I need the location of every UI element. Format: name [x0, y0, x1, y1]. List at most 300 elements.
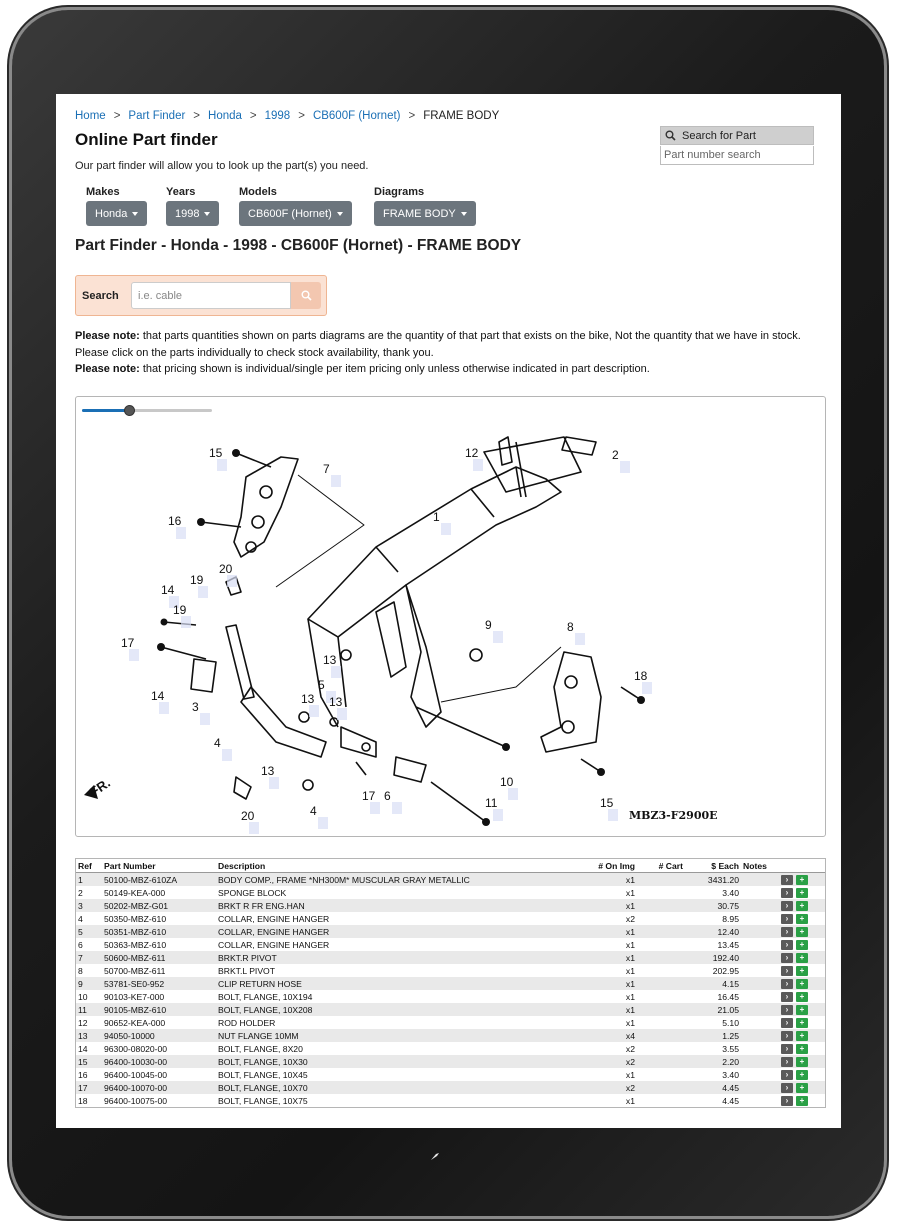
plus-icon[interactable]: +: [796, 927, 808, 937]
caret-down-icon: [132, 212, 138, 216]
breadcrumb-separator: >: [408, 110, 416, 122]
cell-notes: [741, 977, 779, 990]
table-row[interactable]: [76, 1029, 825, 1042]
header-ref: Ref: [76, 859, 102, 873]
cell-notes: [741, 912, 779, 925]
cell-notes: [741, 1055, 779, 1068]
cell-ref: 9: [76, 977, 102, 990]
callout-highlight: [337, 708, 347, 720]
cell-part-number: 53781-SE0-952: [102, 977, 216, 990]
callout-highlight: [441, 523, 451, 535]
diagram-callout-15[interactable]: 15: [600, 796, 614, 810]
plus-icon[interactable]: +: [796, 940, 808, 950]
header-part-number: Part Number: [102, 859, 216, 873]
cell-cart: [637, 1016, 685, 1029]
plus-icon[interactable]: +: [796, 953, 808, 963]
models-value: CB600F (Hornet): [248, 207, 332, 220]
cell-each: 1.25: [685, 1029, 741, 1042]
callout-highlight: [309, 705, 319, 717]
cell-part-number: 96300-08020-00: [104, 1043, 168, 1054]
diagram-callout-14[interactable]: 14: [151, 689, 165, 703]
cell-ref: 12: [78, 1017, 88, 1028]
cell-cart: [637, 899, 685, 912]
callout-highlight: [249, 822, 259, 834]
pricing-notes: [75, 328, 835, 378]
header-each: $ Each: [685, 859, 741, 873]
cell-part-number: 50700-MBZ-611: [104, 965, 166, 976]
cell-description: BOLT, FLANGE, 10X208: [216, 1003, 583, 1016]
cell-notes: [741, 899, 779, 912]
years-dropdown[interactable]: [166, 201, 219, 226]
caret-down-icon: [337, 212, 343, 216]
cell-actions: [779, 1042, 825, 1055]
search-icon: [665, 130, 676, 141]
cell-description: COLLAR, ENGINE HANGER: [216, 925, 583, 938]
breadcrumb-current: FRAME BODY: [423, 110, 500, 122]
models-dropdown[interactable]: [239, 201, 352, 226]
header-actions: [779, 859, 825, 873]
cell-cart: [637, 964, 685, 977]
diagrams-value: FRAME BODY: [383, 207, 456, 220]
cell-on-img: x1: [625, 991, 635, 1002]
diagram-callout-19[interactable]: 19: [190, 573, 204, 587]
cell-cart: [637, 1003, 685, 1016]
table-row[interactable]: [76, 899, 825, 912]
table-row[interactable]: [76, 1016, 825, 1029]
cell-cart: [637, 1094, 685, 1107]
cell-cart: [637, 912, 685, 925]
note-pricing-text: that pricing shown is individual/single per item pricing only unless otherwise indicated in part description.: [139, 363, 650, 375]
breadcrumb-model[interactable]: CB600F (Hornet): [312, 110, 401, 122]
cell-notes: [741, 1016, 779, 1029]
cell-cart: [637, 873, 685, 887]
diagram-callout-13[interactable]: 13: [323, 653, 337, 667]
diagram-callout-11[interactable]: 11: [485, 796, 498, 810]
diagram-callout-13[interactable]: 13: [301, 692, 315, 706]
diagram-callout-14[interactable]: 14: [161, 583, 175, 597]
cell-each: 4.45: [685, 1081, 741, 1094]
cell-notes: [741, 938, 779, 951]
parts-table: [75, 858, 826, 1108]
breadcrumb-separator: >: [298, 110, 305, 122]
chevron-right-icon[interactable]: ›: [781, 979, 793, 989]
cell-cart: [637, 1068, 685, 1081]
callout-highlight: [575, 633, 585, 645]
cell-cart: [637, 990, 685, 1003]
table-row[interactable]: [76, 977, 825, 990]
frame-body-drawing: [76, 397, 826, 837]
cell-ref: 8: [78, 965, 83, 976]
cell-on-img: x1: [625, 1017, 635, 1028]
cell-on-img: x1: [625, 1069, 635, 1080]
diagram-callout-16[interactable]: 16: [168, 514, 182, 528]
diagram-callout-6[interactable]: 6: [384, 789, 391, 803]
cell-actions: [779, 1055, 825, 1068]
diagram-search-input[interactable]: [131, 282, 291, 309]
cell-each: 3431.20: [685, 873, 741, 887]
makes-value: Honda: [95, 207, 128, 220]
diagrams-dropdown[interactable]: [374, 201, 476, 226]
plus-icon[interactable]: +: [796, 901, 808, 911]
cell-on-img: x1: [583, 899, 637, 912]
chevron-right-icon[interactable]: ›: [781, 1018, 793, 1028]
cell-notes: [741, 1042, 779, 1055]
cell-notes: [741, 1068, 779, 1081]
chevron-right-icon[interactable]: ›: [781, 1057, 793, 1067]
plus-icon[interactable]: +: [796, 914, 808, 924]
caret-down-icon: [461, 212, 467, 216]
chevron-right-icon[interactable]: ›: [781, 1096, 793, 1106]
cell-ref: 13: [76, 1029, 102, 1042]
cell-description: NUT FLANGE 10MM: [216, 1029, 583, 1042]
callout-highlight: [176, 527, 186, 539]
note-bold-label: Please note:: [75, 363, 140, 375]
plus-icon[interactable]: +: [796, 1096, 808, 1106]
cell-cart: [637, 1055, 685, 1068]
cell-cart: [637, 1042, 685, 1055]
cell-notes: [741, 951, 779, 964]
makes-dropdown[interactable]: [86, 201, 147, 226]
cell-on-img: x1: [625, 887, 635, 898]
cell-notes: [741, 1003, 779, 1016]
cell-actions: [779, 1016, 825, 1029]
plus-icon[interactable]: +: [796, 979, 808, 989]
cell-part-number: 90103-KE7-000: [104, 991, 165, 1002]
cell-part-number: 90652-KEA-000: [104, 1017, 166, 1028]
cell-cart: [637, 1081, 685, 1094]
cell-ref: 6: [78, 939, 83, 950]
diagram-callout-20[interactable]: 20: [241, 809, 255, 823]
plus-icon[interactable]: +: [796, 1005, 808, 1015]
cell-actions: [779, 1003, 825, 1016]
cell-description: SPONGE BLOCK: [218, 887, 287, 898]
table-row[interactable]: [76, 1094, 825, 1107]
diagrams-label: Diagrams: [374, 186, 425, 198]
diagram-callout-13[interactable]: 13: [329, 695, 343, 709]
cell-actions: [779, 925, 825, 938]
cell-description: ROD HOLDER: [218, 1017, 276, 1028]
diagram-callout-13[interactable]: 13: [261, 764, 275, 778]
chevron-right-icon[interactable]: ›: [781, 888, 793, 898]
cell-ref: 4: [78, 913, 83, 924]
part-search-header: [660, 126, 814, 145]
cell-part-number: 50350-MBZ-610: [104, 913, 167, 924]
cell-cart: [637, 1029, 685, 1042]
cell-part-number: 50100-MBZ-610ZA: [102, 873, 216, 887]
table-row[interactable]: [76, 1055, 825, 1068]
callout-highlight: [200, 713, 210, 725]
part-search-title: Search for Part: [682, 129, 756, 142]
cell-on-img: x4: [583, 1029, 637, 1042]
callout-highlight: [227, 575, 237, 587]
chevron-right-icon[interactable]: ›: [781, 875, 793, 885]
chevron-right-icon[interactable]: ›: [781, 927, 793, 937]
table-row[interactable]: [76, 1081, 825, 1094]
cell-description: BOLT, FLANGE, 10X70: [216, 1081, 583, 1094]
cell-part-number: 50351-MBZ-610: [102, 925, 216, 938]
cell-part-number: 96400-10045-00: [104, 1069, 168, 1080]
cell-on-img: x1: [583, 925, 637, 938]
cell-description: COLLAR, ENGINE HANGER: [218, 939, 330, 950]
cell-part-number: 50363-MBZ-610: [104, 939, 167, 950]
table-row[interactable]: [76, 990, 825, 1003]
cell-actions: [779, 1029, 825, 1042]
cell-cart: [637, 886, 685, 899]
breadcrumb-separator: >: [113, 110, 121, 122]
diagram-callout-2[interactable]: 2: [612, 448, 619, 462]
table-row[interactable]: [76, 964, 825, 977]
breadcrumb-separator: >: [249, 110, 257, 122]
diagram-callout-19[interactable]: 19: [173, 603, 187, 617]
plus-icon[interactable]: +: [796, 875, 808, 885]
diagram-callout-9[interactable]: 9: [485, 618, 492, 632]
callout-highlight: [129, 649, 139, 661]
page-title: Online Part finder: [75, 130, 218, 149]
browser-viewport: [56, 94, 841, 1128]
cell-description: COLLAR, ENGINE HANGER: [218, 913, 330, 924]
years-filter: [166, 186, 219, 226]
breadcrumb-home[interactable]: Home: [75, 110, 106, 122]
table-row[interactable]: [76, 873, 825, 887]
cell-actions: [779, 964, 825, 977]
callout-highlight: [620, 461, 630, 473]
cell-each: 30.75: [685, 899, 741, 912]
plus-icon[interactable]: +: [796, 966, 808, 976]
table-row[interactable]: [76, 1003, 825, 1016]
diagram-callout-4[interactable]: 4: [310, 804, 317, 818]
cell-each: 16.45: [717, 991, 739, 1002]
breadcrumb-honda[interactable]: Honda: [208, 110, 242, 122]
cell-description: BOLT, FLANGE, 8X20: [218, 1043, 303, 1054]
note-quantity-text: that parts quantities shown on parts diagrams are the quantity of that part that exists on the bike, Not the quantity that we have in stock.: [139, 330, 801, 342]
plus-icon[interactable]: +: [796, 1070, 808, 1080]
cell-actions: [779, 873, 825, 887]
breadcrumb-year[interactable]: 1998: [264, 110, 291, 122]
chevron-right-icon[interactable]: ›: [781, 1031, 793, 1041]
diagram-callout-7[interactable]: 7: [323, 462, 330, 476]
cell-description: BOLT, FLANGE, 10X75: [218, 1095, 308, 1106]
callout-highlight: [269, 777, 279, 789]
table-header-row: [76, 859, 825, 873]
header-on-img: # On Img: [583, 859, 637, 873]
callout-highlight: [181, 616, 191, 628]
cell-description: BOLT, FLANGE, 10X45: [218, 1069, 308, 1080]
cell-description: BRKT R FR ENG.HAN: [216, 899, 583, 912]
cell-ref: 14: [78, 1043, 88, 1054]
diagram-callout-3[interactable]: 3: [192, 700, 199, 714]
table-row[interactable]: [76, 925, 825, 938]
header-notes: Notes: [741, 859, 779, 873]
diagram-callout-5[interactable]: 5: [318, 678, 325, 692]
cell-ref: 11: [76, 1003, 102, 1016]
cell-part-number: 96400-10070-00: [102, 1081, 216, 1094]
callout-highlight: [217, 459, 227, 471]
cell-ref: 1: [76, 873, 102, 887]
plus-icon[interactable]: +: [796, 1031, 808, 1041]
plus-icon[interactable]: +: [796, 888, 808, 898]
cell-cart: [637, 951, 685, 964]
years-value: 1998: [175, 207, 200, 220]
cell-actions: [779, 1081, 825, 1094]
callout-highlight: [222, 749, 232, 761]
models-filter: [239, 186, 352, 226]
diagram-callout-18[interactable]: 18: [634, 669, 648, 683]
plus-icon[interactable]: +: [796, 1044, 808, 1054]
cell-ref: 5: [76, 925, 102, 938]
diagram-search-button[interactable]: [291, 282, 321, 309]
cell-ref: 10: [78, 991, 88, 1002]
cell-description: BOLT, FLANGE, 10X194: [218, 991, 313, 1002]
cell-part-number: 96400-10075-00: [104, 1095, 168, 1106]
cell-ref: 3: [76, 899, 102, 912]
plus-icon[interactable]: +: [796, 992, 808, 1002]
home-button-icon: [428, 1150, 442, 1164]
cell-part-number: 94050-10000: [102, 1029, 216, 1042]
cell-ref: 2: [78, 887, 83, 898]
cell-part-number: 50149-KEA-000: [104, 887, 166, 898]
plus-icon[interactable]: +: [796, 1018, 808, 1028]
diagram-callout-17[interactable]: 17: [121, 636, 135, 650]
cell-notes: [741, 925, 779, 938]
chevron-right-icon[interactable]: ›: [781, 1070, 793, 1080]
callout-highlight: [642, 682, 652, 694]
cell-actions: [779, 977, 825, 990]
diagram-code: MBZ3-F2900E: [629, 809, 718, 822]
cell-each: 4.15: [685, 977, 741, 990]
cell-each: 5.10: [722, 1017, 739, 1028]
cell-each: 3.55: [722, 1043, 739, 1054]
chevron-right-icon[interactable]: ›: [781, 1083, 793, 1093]
cell-each: 21.05: [685, 1003, 741, 1016]
table-row[interactable]: [76, 1042, 825, 1055]
page-intro: Our part finder will allow you to look up the part(s) you need.: [75, 160, 369, 172]
callout-highlight: [392, 802, 402, 814]
callout-highlight: [331, 475, 341, 487]
chevron-right-icon[interactable]: ›: [781, 1044, 793, 1054]
years-label: Years: [166, 186, 196, 198]
callout-highlight: [473, 459, 483, 471]
chevron-right-icon[interactable]: ›: [781, 992, 793, 1002]
cell-each: 3.40: [722, 1069, 739, 1080]
diagram-callout-17[interactable]: 17: [362, 789, 376, 803]
cell-each: 13.45: [717, 939, 739, 950]
note-bold-label: Please note:: [75, 330, 140, 342]
diagram-callout-20[interactable]: 20: [219, 562, 233, 576]
caret-down-icon: [204, 212, 210, 216]
cell-on-img: x1: [625, 939, 635, 950]
plus-icon[interactable]: +: [796, 1083, 808, 1093]
cell-each: 4.45: [722, 1095, 739, 1106]
cell-each: 202.95: [712, 965, 739, 976]
table-row[interactable]: [76, 1068, 825, 1081]
cell-notes: [741, 1029, 779, 1042]
cell-ref: 18: [78, 1095, 88, 1106]
makes-filter: [86, 186, 147, 226]
callout-highlight: [608, 809, 618, 821]
cell-on-img: x2: [625, 1043, 635, 1054]
callout-highlight: [159, 702, 169, 714]
chevron-right-icon[interactable]: ›: [781, 901, 793, 911]
chevron-right-icon[interactable]: ›: [781, 914, 793, 924]
diagram-callout-4[interactable]: 4: [214, 736, 221, 750]
parts-diagram: [75, 396, 826, 837]
table-row[interactable]: [76, 951, 825, 964]
cell-actions: [779, 1094, 825, 1107]
cell-on-img: x1: [583, 873, 637, 887]
front-direction-label: FR.: [87, 775, 113, 800]
cell-on-img: x1: [583, 951, 637, 964]
cell-description: BOLT, FLANGE, 10X30: [216, 1055, 583, 1068]
cell-part-number: 50202-MBZ-G01: [102, 899, 216, 912]
cell-on-img: x1: [583, 977, 637, 990]
cell-description: BRKT.L PIVOT: [218, 965, 275, 976]
cell-each: 3.40: [722, 887, 739, 898]
cell-each: 2.20: [685, 1055, 741, 1068]
cell-actions: [779, 951, 825, 964]
cell-on-img: x2: [583, 1055, 637, 1068]
breadcrumb-separator: >: [193, 110, 201, 122]
chevron-right-icon[interactable]: ›: [781, 940, 793, 950]
callout-highlight: [198, 586, 208, 598]
callout-highlight: [331, 666, 341, 678]
cell-actions: [779, 1068, 825, 1081]
table-row[interactable]: [76, 938, 825, 951]
cell-ref: 17: [76, 1081, 102, 1094]
diagram-search-box: [75, 275, 327, 316]
diagram-callout-12[interactable]: 12: [465, 446, 479, 460]
cell-notes: [741, 1081, 779, 1094]
callout-highlight: [493, 809, 503, 821]
cell-each: 8.95: [722, 913, 739, 924]
chevron-right-icon[interactable]: ›: [781, 953, 793, 963]
cell-on-img: x2: [625, 913, 635, 924]
part-number-search-input[interactable]: [660, 146, 814, 165]
breadcrumb-part-finder[interactable]: Part Finder: [128, 110, 186, 122]
cell-actions: [779, 938, 825, 951]
diagram-callout-1[interactable]: 1: [433, 510, 440, 524]
cell-part-number: 96400-10030-00: [102, 1055, 216, 1068]
makes-label: Makes: [86, 186, 120, 198]
cell-on-img: x2: [583, 1081, 637, 1094]
search-icon: [301, 290, 312, 301]
cell-notes: [741, 964, 779, 977]
table-row[interactable]: [76, 912, 825, 925]
table-row[interactable]: [76, 886, 825, 899]
breadcrumb: [75, 110, 499, 122]
chevron-right-icon[interactable]: ›: [781, 966, 793, 976]
callout-highlight: [493, 631, 503, 643]
models-label: Models: [239, 186, 277, 198]
chevron-right-icon[interactable]: ›: [781, 1005, 793, 1015]
diagram-callout-10[interactable]: 10: [500, 775, 514, 789]
diagram-callout-15[interactable]: 15: [209, 446, 223, 460]
callout-highlight: [370, 802, 380, 814]
diagrams-filter: [374, 186, 476, 226]
cell-description: BODY COMP., FRAME *NH300M* MUSCULAR GRAY METALLIC: [216, 873, 583, 887]
cell-actions: [779, 990, 825, 1003]
cell-part-number: 50600-MBZ-611: [102, 951, 216, 964]
plus-icon[interactable]: +: [796, 1057, 808, 1067]
cell-part-number: 90105-MBZ-610: [102, 1003, 216, 1016]
cell-notes: [741, 1094, 779, 1107]
cell-ref: 7: [76, 951, 102, 964]
cell-cart: [637, 925, 685, 938]
cell-on-img: x1: [625, 1095, 635, 1106]
diagram-callout-8[interactable]: 8: [567, 620, 574, 634]
cell-cart: [637, 977, 685, 990]
part-number-search-panel: [660, 126, 814, 165]
diagram-search-label: Search: [82, 290, 119, 302]
